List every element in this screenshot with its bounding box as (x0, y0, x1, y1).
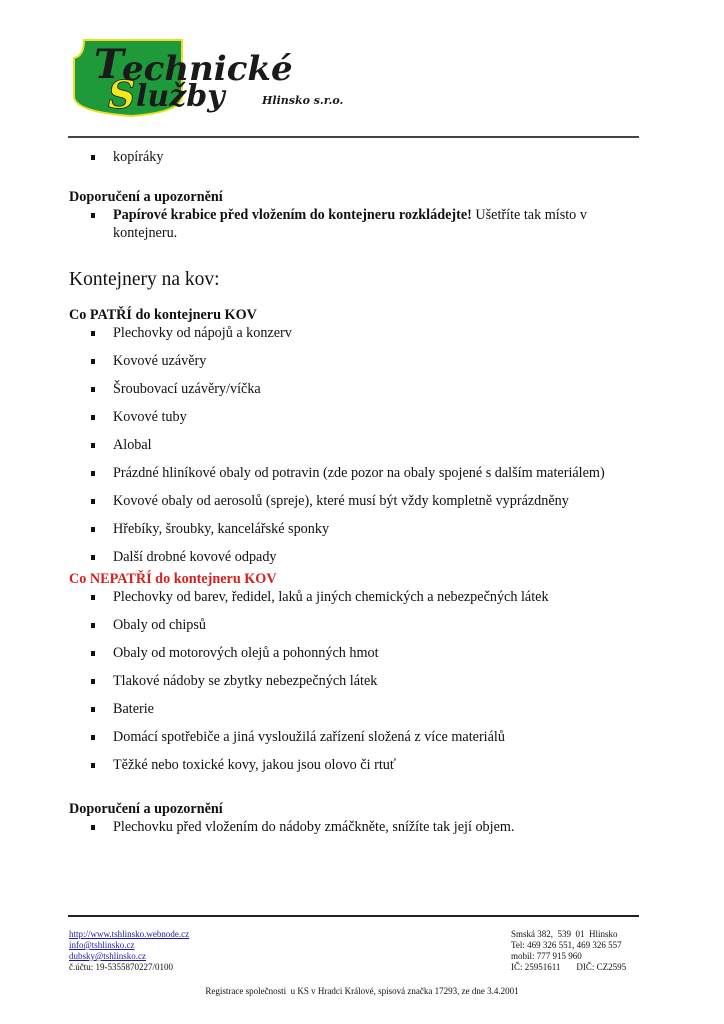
list-item: Hřebíky, šroubky, kancelářské sponky (69, 520, 639, 538)
telephone: Tel: 469 326 551, 469 326 557 (511, 940, 622, 950)
metal-note-heading: Doporučení a upozornění (69, 801, 223, 817)
paper-note-list (69, 206, 639, 242)
address: Smská 382, 539 01 Hlinsko (511, 929, 618, 939)
list-item: Další drobné kovové odpady (69, 548, 639, 566)
list-item: Kovové obaly od aerosolů (spreje), které musí být vždy kompletně vyprázdněny (69, 492, 639, 510)
website-link[interactable]: http://www.tshlinsko.webnode.cz (69, 929, 190, 939)
svg-text:lužby: lužby (136, 79, 225, 114)
list-item: Kovové tuby (69, 408, 639, 426)
not-belongs-list (69, 588, 639, 774)
list-item: Šroubovací uzávěry/víčka (69, 380, 639, 398)
ic-number: IČ: 25951611 (511, 962, 561, 972)
list-item: Plechovky od nápojů a konzerv (69, 324, 639, 342)
svg-text:Hlinsko s.r.o.: Hlinsko s.r.o. (262, 94, 344, 107)
list-item: Obaly od motorových olejů a pohonných hmot (69, 644, 639, 662)
header-divider (68, 136, 639, 138)
section-title: Kontejnery na kov: (69, 269, 220, 290)
list-item: Plechovky od barev, ředidel, laků a jiných chemických a nebezpečných látek (69, 588, 639, 606)
list-item: Obaly od chipsů (69, 616, 639, 634)
list-item: Plechovku před vložením do nádoby zmáčkněte, snížíte tak její objem. (69, 818, 639, 836)
list-item: kopíráky (69, 148, 639, 166)
footer-contacts (69, 929, 189, 973)
metal-note-list (69, 818, 639, 836)
list-item: Tlakové nádoby se zbytky nebezpečných látek (69, 672, 639, 690)
note-emphasis: Papírové krabice před vložením do kontejneru rozkládejte! (113, 207, 472, 223)
list-item: Těžké nebo toxické kovy, jakou jsou olovo či rtuť (69, 756, 639, 774)
list-item: Baterie (69, 700, 639, 718)
company-logo (70, 38, 370, 118)
company-ids (511, 962, 626, 973)
list-item: Domácí spotřebiče a jiná vysloužilá zařízení složená z více materiálů (69, 728, 639, 746)
svg-text:T: T (94, 41, 124, 88)
document-body (69, 148, 639, 836)
registration-note: Registrace společnosti u KS v Hradci Králové, spisová značka 17293, ze dne 3.4.2001 (205, 986, 519, 996)
logo-shield-icon (70, 38, 370, 118)
list-item: Kovové uzávěry (69, 352, 639, 370)
dubsky-email-link[interactable]: dubsky@tshlinsko.cz (69, 951, 147, 961)
note-text: Ušetříte tak místo v kontejneru. (113, 207, 587, 241)
list-item: Alobal (69, 436, 639, 454)
footer-divider (68, 915, 639, 917)
intro-list (69, 148, 639, 166)
footer-address (511, 929, 626, 973)
belongs-list (69, 324, 639, 566)
list-item (69, 206, 639, 242)
svg-text:echnické: echnické (122, 49, 293, 89)
bank-account: č.účtu: 19-5355870227/0100 (69, 962, 173, 972)
svg-text:S: S (108, 72, 136, 117)
dic-number: DIČ: CZ2595 (576, 962, 627, 972)
info-email-link[interactable]: info@tshlinsko.cz (69, 940, 135, 950)
mobile: mobil: 777 915 960 (511, 951, 582, 961)
not-belongs-heading: Co NEPATŘÍ do kontejneru KOV (69, 571, 277, 587)
belongs-heading: Co PATŘÍ do kontejneru KOV (69, 307, 257, 323)
list-item: Prázdné hliníkové obaly od potravin (zde pozor na obaly spojené s dalším materiálem) (69, 464, 639, 482)
paper-note-heading: Doporučení a upozornění (69, 189, 223, 205)
